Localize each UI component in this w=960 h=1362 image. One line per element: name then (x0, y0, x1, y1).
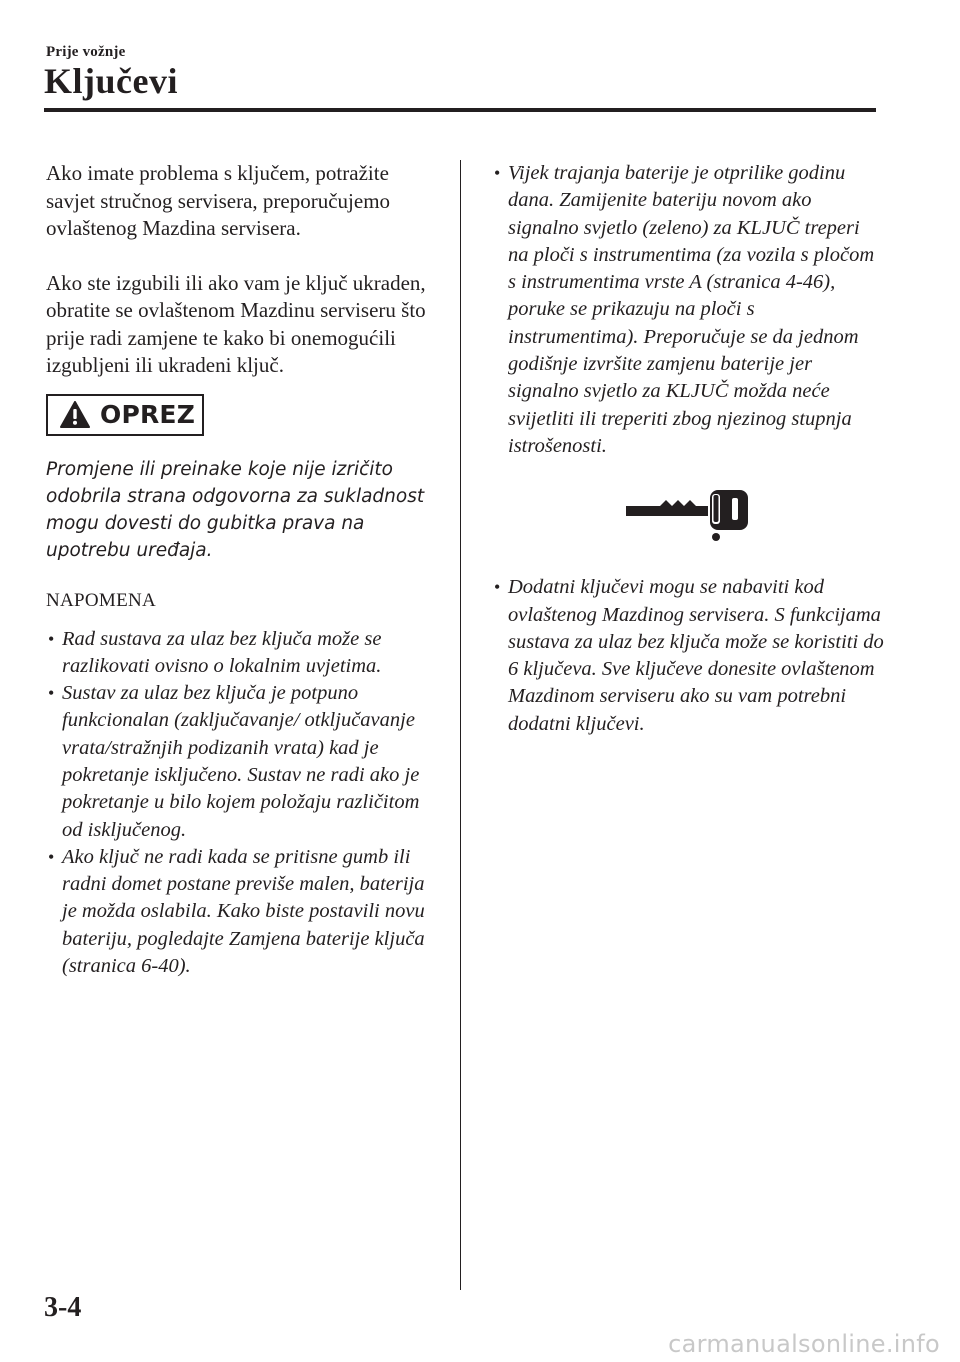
warning-triangle-icon (60, 401, 90, 428)
bullet: • (494, 577, 501, 598)
note-text: Dodatni ključevi mogu se nabaviti kod ovlaštenog Mazdinog servisera. S funkcijama sustava za ulaz bez ključa može se koristiti do 6 ključeva. Sve ključeve donesite ovlaštenom Mazdinom serviseru ako su vam potrebni dodatni ključevi. (508, 576, 884, 735)
note-list (492, 160, 884, 460)
note-text: Sustav za ulaz bez ključa je potpuno funkcionalan (zaključavanje/ otključavanje vrata/stražnjih podizanih vrata) kad je pokretanje isključeno. Sustav ne radi ako je pokretanje u bilo kojem položaju različitom od isključenog. (62, 682, 420, 841)
bullet: • (48, 628, 55, 649)
note-heading: NAPOMENA (46, 589, 157, 611)
note-text: Ako ključ ne radi kada se pritisne gumb ili radni domet postane previše malen, baterija je možda oslabila. Kako biste postavili novu bateriju, pogledajte Zamjena baterije ključa (stranica 6-40). (62, 845, 425, 978)
caution-box (46, 394, 204, 436)
section-label: Prije vožnje (46, 44, 126, 60)
caution-label: OPREZ (100, 400, 196, 429)
column-divider (460, 160, 461, 1290)
page-title: Ključevi (44, 61, 178, 101)
key-icon-wrap (492, 486, 884, 544)
title-rule (44, 108, 876, 112)
bullet: • (494, 163, 501, 183)
bullet: • (48, 683, 55, 704)
paragraph: Ako ste izgubili ili ako vam je ključ ukraden, obratite se ovlaštenom Mazdinu serviseru što prije radi zamjene te kako bi onemogućili izgubljeni ili ukradeni ključ. (46, 270, 426, 377)
note-item (492, 160, 884, 460)
note-item (46, 844, 438, 980)
paragraph: Ako imate problema s ključem, potražite savjet stručnog servisera, preporučujemo ovlaštenog Mazdina servisera. (46, 161, 391, 240)
note-item (492, 574, 884, 738)
bullet: • (48, 846, 55, 867)
note-item (46, 626, 438, 681)
key-warning-icon (624, 486, 752, 544)
note-list (46, 626, 438, 981)
note-text: Vijek trajanja baterije je otprilike godinu dana. Zamijenite bateriju novom ako signalno svjetlo (zeleno) za KLJUČ treperi na ploči s instrumentima (za vozila s pločom s instrumentima vrste A (stranica 4-46), poruke se prikazuju na ploči s instrumentima). Preporučuje se da jednom godišnje izvršite zamjenu baterije jer signalno svjetlo za KLJUČ možda neće svijetliti ili treperiti zbog njezinog stupnja istrošenosti. (508, 162, 875, 457)
note-text: Rad sustava za ulaz bez ključa može se razlikovati ovisno o lokalnim uvjetima. (62, 627, 382, 677)
note-item (46, 680, 438, 844)
left-column (46, 160, 438, 980)
watermark: carmanualsonline.info (668, 1330, 940, 1358)
right-column (492, 160, 884, 738)
note-list (492, 574, 884, 738)
page-number: 3-4 (44, 1292, 82, 1323)
caution-text: Promjene ili preinake koje nije izričito odobrila strana odgovorna za sukladnost mogu dovesti do gubitka prava na upotrebu uređaja. (46, 458, 425, 561)
